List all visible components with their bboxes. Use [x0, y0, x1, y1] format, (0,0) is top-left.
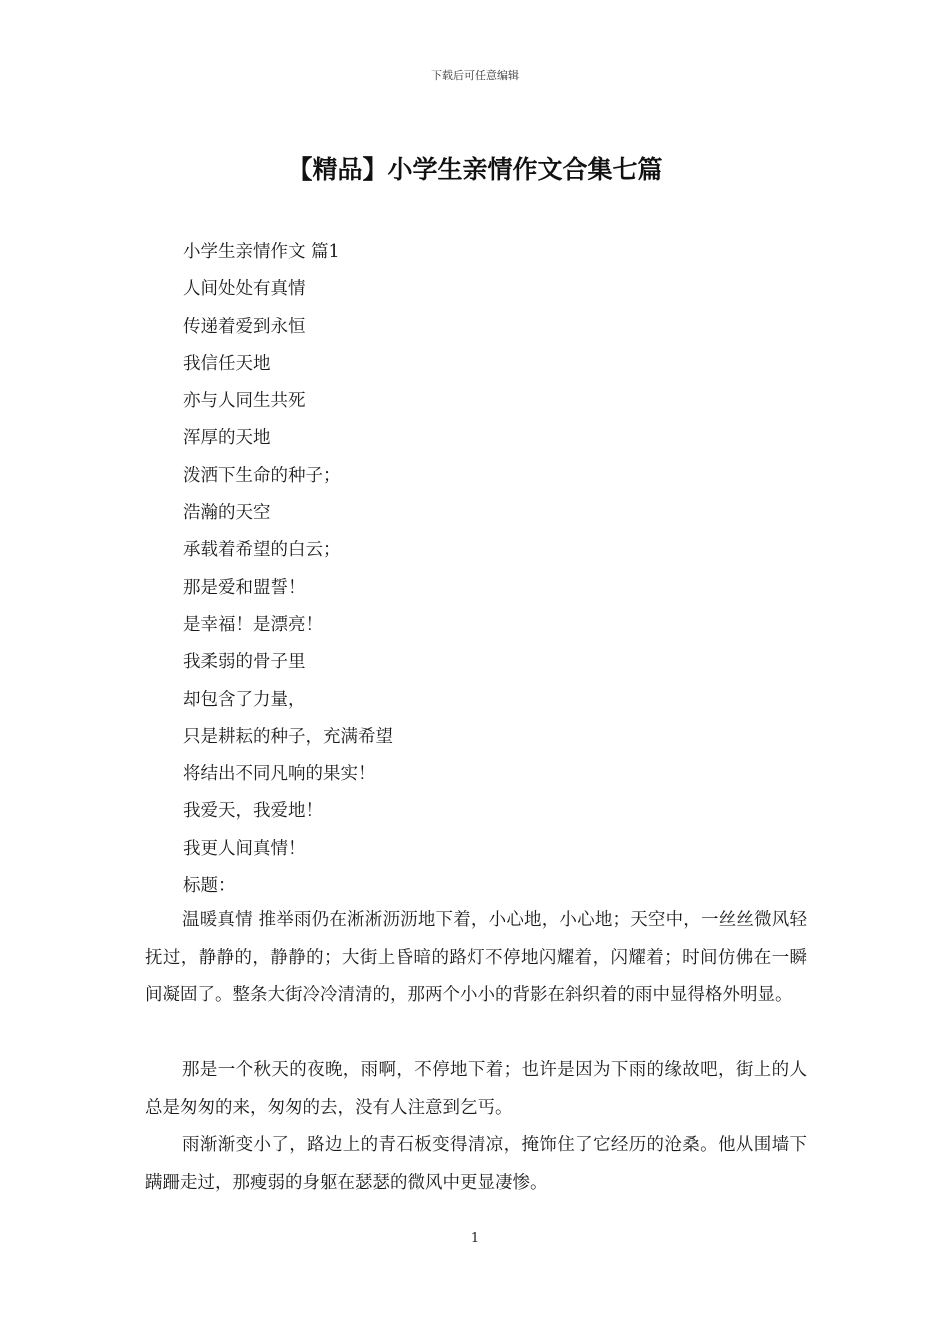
body-paragraph: 温暖真情 推举雨仍在淅淅沥沥地下着，小心地，小心地；天空中，一丝丝微风轻抚过，静静的，静静的；大街上昏暗的路灯不停地闪耀着，闪耀着；时间仿佛在一瞬间凝固了。整条大街冷冷清清的，那两个小小的背影在斜织着的雨中显得格外明显。 [145, 910, 807, 1005]
body-paragraph: 雨渐渐变小了，路边上的青石板变得清凉，掩饰住了它经历的沧桑。他从围墙下蹒跚走过，那瘦弱的身躯在瑟瑟的微风中更显凄惨。 [145, 1135, 807, 1193]
text-line: 亦与人同生共死 [183, 391, 306, 412]
document-title: 【精品】小学生亲情作文合集七篇 [287, 155, 663, 184]
text-line: 传递着爱到永恒 [183, 316, 306, 337]
text-line: 将结出不同凡响的果实！ [183, 764, 376, 785]
text-line: 却包含了力量， [183, 689, 306, 710]
page-number: 1 [470, 1231, 480, 1246]
text-line: 标题： [183, 876, 236, 897]
text-line: 那是爱和盟誓！ [183, 577, 306, 598]
poem-lines [183, 234, 823, 905]
text-line: 是幸福！是漂亮！ [183, 614, 323, 635]
text-line: 我爱天，我爱地！ [183, 801, 323, 822]
text-line: 我更人间真情！ [183, 838, 306, 859]
text-line: 承载着希望的白云； [183, 540, 341, 561]
text-line: 浩瀚的天空 [183, 503, 271, 524]
body-paragraph: 那是一个秋天的夜晚，雨啊，不停地下着；也许是因为下雨的缘故吧，街上的人总是匆匆的来，匆匆的去，没有人注意到乞丐。 [145, 1060, 807, 1118]
text-line: 我信任天地 [183, 353, 271, 374]
text-line: 我柔弱的骨子里 [183, 652, 306, 673]
text-line: 小学生亲情作文 篇1 [183, 242, 340, 262]
text-line: 浑厚的天地 [183, 428, 271, 449]
text-line: 人间处处有真情 [183, 279, 306, 300]
text-line: 泼洒下生命的种子； [183, 465, 341, 486]
header-note: 下载后可任意编辑 [431, 69, 519, 82]
text-line: 只是耕耘的种子，充满希望 [183, 726, 393, 747]
